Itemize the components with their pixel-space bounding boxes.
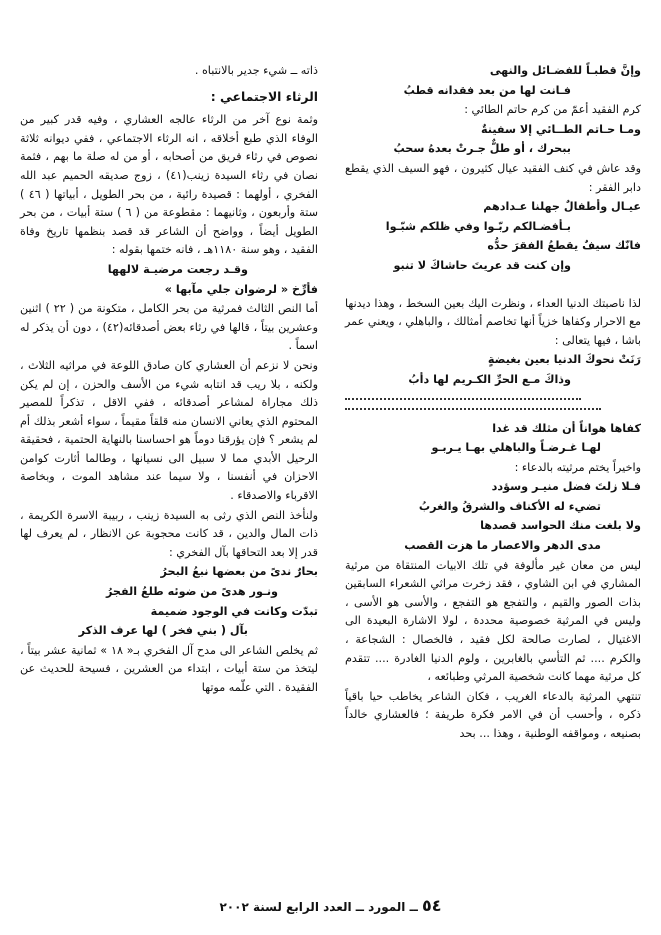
verse-line: بـأفضـالكم ربّـوا وفي ظلكم شبّـوا <box>385 219 571 233</box>
spacer <box>345 277 641 295</box>
verse-line: ولا بلغت منك الحواسد قصدها <box>480 519 641 533</box>
verse-line: بحارٌ ندىً من بعضها نبعُ البحرُ <box>160 565 318 579</box>
verse-line: رَنَتْ نحوكَ الدنيا بعين بغيضةٍ <box>487 353 641 367</box>
section-heading: الرثاء الاجتماعي : <box>210 88 318 104</box>
verse-line: مدى الدهر والاعصار ما هزت القصب <box>404 539 601 553</box>
verse-line: وإنَّ قطبـاً للفضـائل والنهى <box>489 64 641 77</box>
verse-line: تضيء له الأكناف والشرقُ والغربُ <box>418 499 601 513</box>
dotted-separator <box>345 408 601 410</box>
verse-line: فـانت لها من بعد فقدانه قطبُ <box>403 83 571 97</box>
page-footer <box>0 896 661 915</box>
verse-line: بآل ( بني فخر ) لها عرف الذكر <box>78 624 248 638</box>
paragraph: وثمة نوع آخر من الرثاء عالجه العشاري ، وفيه قدر كبير من الوفاء الذي طبع أخلاقه ، انه الرثاء الاجتماعي ، ففي ديوانه ثلاثة نصوص في رثاء فريق من أصحابه ، أو من له صلة ما بهم ، فثمة نصان في رثاء السيدة زينب(٤١) ، زوج صديقه الحميم عبد الله الفخري ، أولهما : قصيدة رائية ، من بحر الطويل ، أبياتها ( ٤٦ ) ستة وأربعون ، وثانيهما : مقطوعة من ( ٦ ) ستة أبيات ، من بحر الطويل أيضاً ، وواضح أن الشاعر قد قصد بنظمها تاريخ وفاة الفقيد ، وهو سنة ١١٨٠هـ ، فانه ختمها بقوله : <box>20 113 319 257</box>
verse-line: ومـا حـاتم الطــائي إلا سفينةٌ <box>481 122 641 136</box>
verse-line: ونـور هدىً من ضوئه طلعُ الفجرُ <box>105 585 278 599</box>
paragraph: وقد عاش في كنف الفقيد عيال كثيرون ، فهو السيف الذي يقطع دابر الفقر : <box>345 161 641 194</box>
verse-line: وقـد رجعت مرضيـة لالهها <box>107 262 248 276</box>
paragraph: تنتهي المرثية بالدعاء الغريب ، فكان الشاعر يخاطب حيا باقياً ذكره ، وأحسب أن في الامر فكرة طريفة ؛ فالعشاري خالداً بصنيعه ، ومواقفه الوطنية ، وهذا ... بحد <box>345 689 641 740</box>
dotted-separator <box>345 398 581 400</box>
verse-line: كفاها هواناً أن مثلك قد غدا <box>492 421 641 435</box>
footer-dash: ــ <box>409 900 418 914</box>
left-column <box>20 62 318 699</box>
verse-line: عيـال وأطفالٌ جهلنا عـدادهم <box>483 200 641 214</box>
verse-line: وإن كنت قد عريتَ حاشاكَ لا تنبو <box>393 258 571 272</box>
verse-line: وذاكَ مـع الحرِّ الكـريم لها دأبُ <box>408 372 571 386</box>
paragraph: ثم يخلص الشاعر الى مدح آل الفخري بـ« ١٨ » ثمانية عشر بيتاً ، ليتخذ من ستة أبيات ، ابتداء من العشرين ، فسيحة للحديث عن الفقيدة . التي علّمه موتها <box>20 643 318 694</box>
right-column <box>345 62 641 745</box>
verse-line: فانّك سيفٌ يقطعُ الفقرَ حدُّه <box>487 239 641 253</box>
page-number: ٥٤ <box>421 896 442 915</box>
verse-line: فـلا زلتَ فضل منيـر وسؤدد <box>491 480 641 494</box>
paragraph: لذا ناصبتك الدنيا العداء ، ونظرت اليك بعين السخط ، وهذا ديدنها مع الاحرار وكفاها خزياً أنها تخاصم أمثالك ، والباهلي ، ويعني عمر باشا ، فيها يتعالى : <box>345 296 641 347</box>
verse-line: لهـا غـرضـاً والباهلي بهـا يـربـو <box>431 441 601 455</box>
verse-line: ببحرك ، أو طلٌّ جـرتْ بعدهُ سحبُ <box>393 142 571 156</box>
paragraph: كرم الفقيد أعمّ من كرم حاتم الطائي : <box>464 103 641 117</box>
paragraph: أما النص الثالث فمرثية من بحر الكامل ، متكونة من ( ٢٢ ) اثنين وعشرين بيتاً ، قالها في رثاء بعض أصدقائه(٤٢) ، دون أن يذكر له اسماً . <box>20 302 319 353</box>
paragraph: ذاته ــ شيء جدير بالانتباه . <box>194 64 318 77</box>
paragraph: واخيراً يختم مرثيته بالدعاء : <box>514 460 641 474</box>
paragraph: ونحن لا نزعم أن العشاري كان صادق اللوعة في مراثيه الثلاث ، ولكنه ، بلا ريب قد انتابه شيء من الأسف والحزن ، إن لم يكن ذلك مجاراة لمشاعر أصدقائه ، ففي الاقل ، تذكراً للمصير المحتوم الذي يعاني الانسان منه قلقاً مقيماً ، سواء أشعر بذلك أم لم يشعر ؟ فإن يؤرقنا دوماً هو احساسنا بالنهاية الحتمية ، فحقيقة الرحيل الأبدي مما لا سبيل الى نسيانها ، وطالما أثارت كوامن الاحزان في أنفسنا ، ولا سيما عند مشاهد الموت ، وبخاصة الاقرباء والاصدقاء . <box>20 358 318 503</box>
verse-line: تبدّت وكانت في الوجود ضميمة <box>150 604 318 618</box>
journal-issue: المورد ــ العدد الرابع لسنة ٢٠٠٢ <box>219 900 406 914</box>
paragraph: ليس من معان غير مألوفة في تلك الابيات المنتقاة من مرثية المشاري في ابن الشاوي ، فقد زخرت مراثي الشعراء السابقين بذات الصور والقيم ، والتفجع هو التفجع ، والأسى هو الأسى ، وليس في المرثية خصوصية محددة ، لولا الاشارة البعيدة الى الاغتيال ، لصارت صالحة لكل فقيد ، فالخصال : الشجاعة ، والكرم .... ثم التأسي بالغابرين ، ولوم الدنيا الغادرة .... تتقدم كل مرثية مهما كانت شخصية المرثي وطبائعه ، <box>345 558 641 684</box>
verse-line: فأرِّخ « لرضوان جلي مآبها » <box>164 282 318 296</box>
paragraph: ولنأخذ النص الذي رثى به السيدة زينب ، ربيبة الاسرة الكريمة ، ذات المال والدين ، قد كانت محجوبة عن الانظار ، لم يعرف لها قدر إلا بعد التحاقها بآل الفخري : <box>20 508 318 559</box>
